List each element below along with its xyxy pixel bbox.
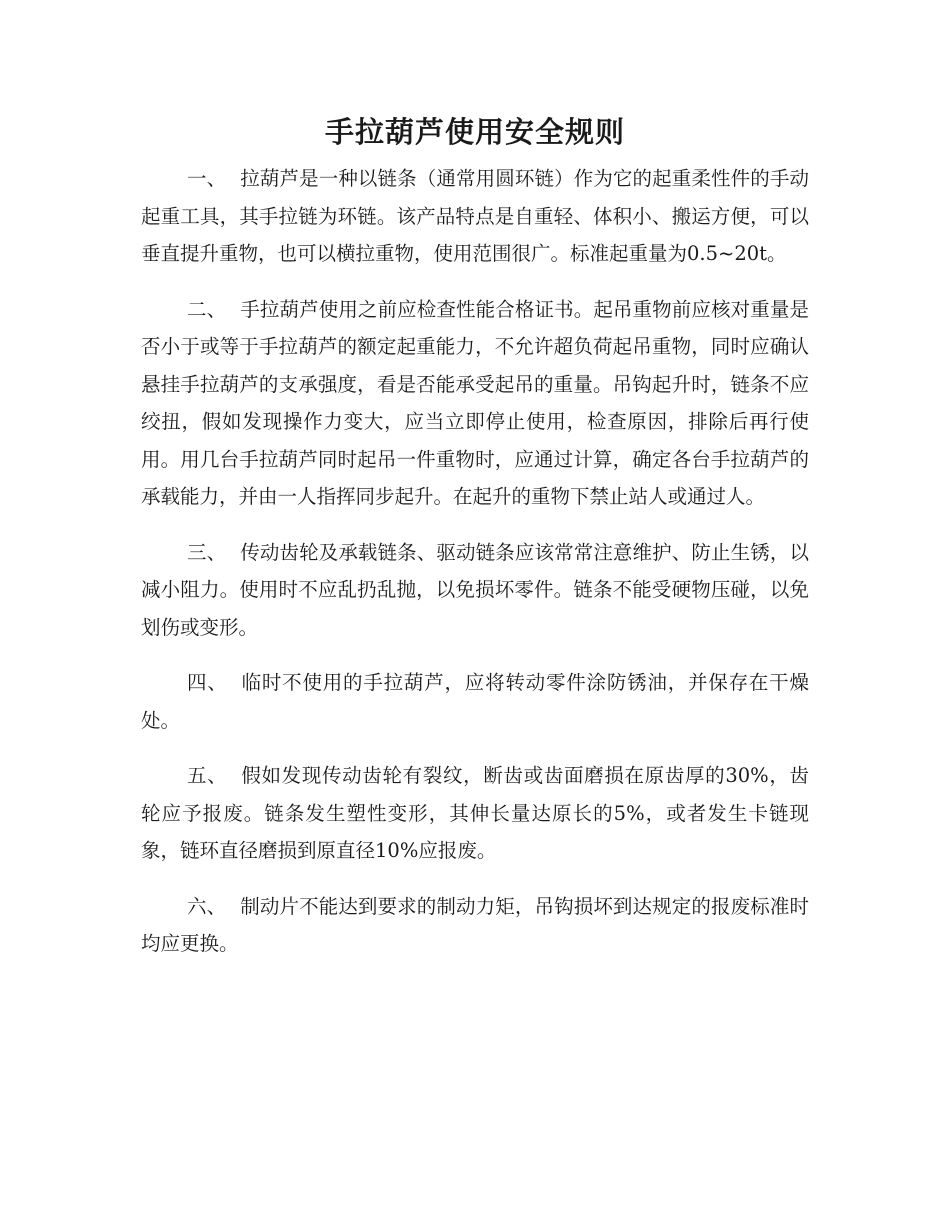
section-number: 一、 [187, 167, 227, 190]
section-text: 临时不使用的手拉葫芦，应将转动零件涂防锈油，并保存在干燥处。 [141, 671, 809, 732]
section-number: 五、 [187, 764, 228, 787]
section-text: 拉葫芦是一种以链条（通常用圆环链）作为它的起重柔性件的手动 起重工具，其手拉链为环链。该产品特点是自重轻、体积小、搬运方便，可以垂直提升重物，也可以横拉重物，使用范围很广。标准起重量为0.5~20t。 [141, 167, 809, 265]
section-text: 手拉葫芦使用之前应检查性能合格证书。起吊重物前应核对重量是否小于或等于手拉葫芦的额定起重能力，不允许超负荷起吊重物，同时应确认悬挂手拉葫芦的支承强度，看是否能承受起吊的重量。吊钩起升时，链条不应绞扭，假如发现操作力变大，应当立即停止使用，检查原因，排除后再行使用。用几台手拉葫芦同时起吊一件重物时，应通过计算，确定各台手拉葫芦的承载能力，并由一人指挥同步起升。在起升的重物下禁止站人或通过人。 [141, 297, 809, 508]
section-2 [141, 291, 809, 516]
section-5 [141, 757, 809, 870]
page-title: 手拉葫芦使用安全规则 [324, 115, 625, 149]
section-4 [141, 664, 809, 739]
section-number: 三、 [187, 540, 227, 564]
section-number: 四、 [187, 671, 228, 694]
section-1 [141, 160, 809, 273]
section-number: 六、 [187, 894, 227, 918]
section-text: 制动片不能达到要求的制动力矩，吊钩损坏到达规定的报废标准时均应更换。 [141, 894, 809, 955]
section-6 [141, 888, 809, 963]
section-text: 假如发现传动齿轮有裂纹，断齿或齿面磨损在原齿厚的30%，齿轮应予报废。链条发生塑性变形，其伸长量达原长的5%，或者发生卡链现象，链环直径磨损到原直径10%应报废。 [141, 764, 809, 862]
document-body [141, 160, 809, 981]
section-text: 传动齿轮及承载链条、驱动链条应该常常注意维护、防止生锈，以减小阻力。使用时不应乱扔乱抛，以免损坏零件。链条不能受硬物压碰，以免划伤或变形。 [141, 540, 809, 639]
section-number: 二、 [187, 297, 227, 321]
section-3 [141, 534, 809, 647]
